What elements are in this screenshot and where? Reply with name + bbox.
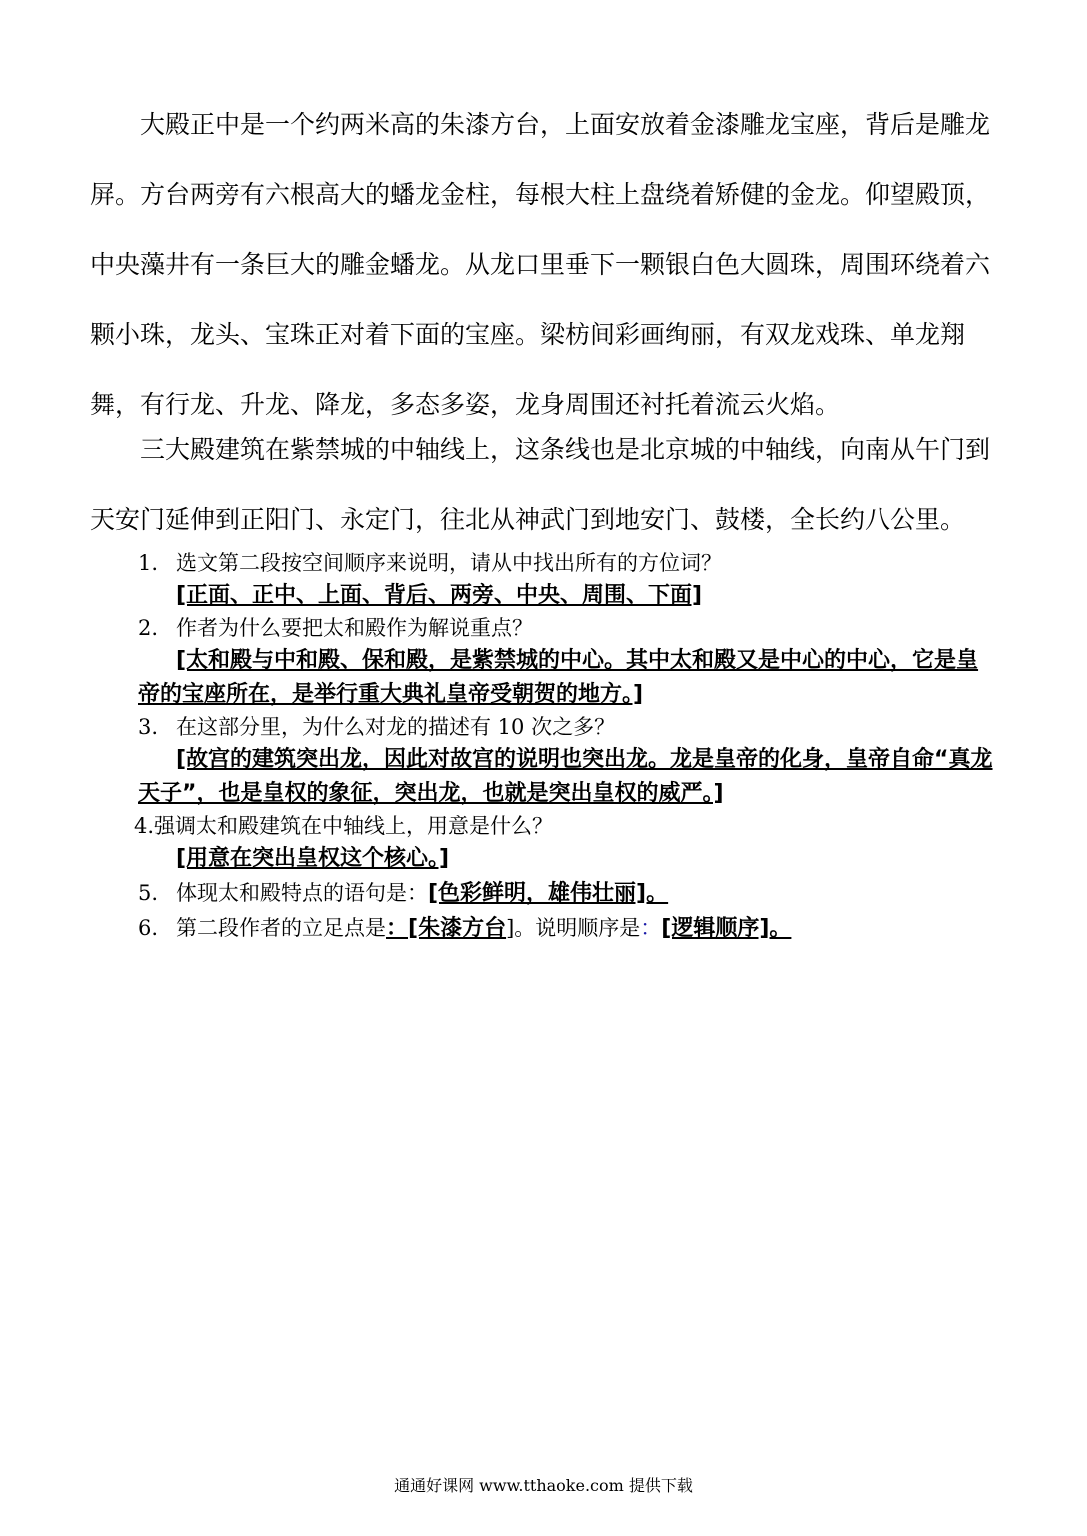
answer-6a-prefix: ： bbox=[386, 916, 409, 941]
answer-5: [色彩鲜明，雄伟壮丽]。 bbox=[428, 881, 669, 906]
question-number: 4. bbox=[134, 814, 155, 838]
question-text: 体现太和殿特点的语句是： bbox=[176, 881, 428, 905]
answer-4: [用意在突出皇权这个核心。] bbox=[176, 846, 450, 871]
answer-3: [故宫的建筑突出龙，因此对故宫的说明也突出龙。龙是皇帝的化身，皇帝自命“真龙天子”，也是皇权的象征，突出龙，也就是突出皇权的威严。] bbox=[138, 747, 993, 806]
paragraph-2: 三大殿建筑在紫禁城的中轴线上，这条线也是北京城的中轴线，向南从午门到天安门延伸到正阳门、永定门，往北从神武门到地安门、鼓楼，全长约八公里。 bbox=[90, 435, 991, 534]
question-5 bbox=[138, 876, 1008, 911]
question-number: 1. bbox=[138, 551, 159, 575]
question-number: 5. bbox=[138, 881, 159, 905]
question-2 bbox=[138, 613, 1008, 644]
question-list bbox=[134, 548, 1008, 946]
answer-6b: [逻辑顺序]。 bbox=[661, 916, 792, 941]
answer-6a: [朱漆方台 bbox=[408, 916, 507, 941]
question-text: 第二段作者的立足点是 bbox=[176, 916, 386, 940]
question-6-colon: ： bbox=[640, 916, 662, 940]
question-6 bbox=[138, 911, 1008, 946]
question-text: 作者为什么要把太和殿作为解说重点？ bbox=[176, 616, 533, 640]
answer-1: [正面、正中、上面、背后、两旁、中央、周围、下面] bbox=[176, 583, 703, 608]
question-number: 6. bbox=[138, 916, 159, 940]
paragraph-1: 大殿正中是一个约两米高的朱漆方台，上面安放着金漆雕龙宝座，背后是雕龙屏。方台两旁有六根高大的蟠龙金柱，每根大柱上盘绕着矫健的金龙。仰望殿顶，中央藻井有一条巨大的雕金蟠龙。从龙口里垂下一颗银白色大圆珠，周围环绕着六颗小珠，龙头、宝珠正对着下面的宝座。梁枋间彩画绚丽，有双龙戏珠、单龙翔舞，有行龙、升龙、降龙，多态多姿，龙身周围还衬托着流云火焰。 bbox=[90, 110, 991, 419]
question-number: 2. bbox=[138, 616, 159, 640]
question-text: 在这部分里，为什么对龙的描述有 10 次之多？ bbox=[176, 715, 616, 739]
question-text: 强调太和殿建筑在中轴线上，用意是什么？ bbox=[154, 814, 554, 838]
question-6-mid: 。说明顺序是 bbox=[514, 916, 641, 940]
answer-2: [太和殿与中和殿、保和殿，是紫禁城的中心。其中太和殿又是中心的中心，它是皇帝的宝座所在，是举行重大典礼皇帝受朝贺的地方。] bbox=[138, 648, 979, 707]
question-4 bbox=[134, 811, 1008, 842]
question-number: 3. bbox=[138, 715, 159, 739]
question-3 bbox=[138, 712, 1008, 743]
question-1 bbox=[138, 548, 1008, 579]
page-footer: 通通好课网 www.tthaoke.com 提供下载 bbox=[394, 1476, 693, 1495]
question-text: 选文第二段按空间顺序来说明，请从中找出所有的方位词？ bbox=[176, 551, 722, 575]
answer-6a-suffix: ] bbox=[506, 916, 515, 940]
